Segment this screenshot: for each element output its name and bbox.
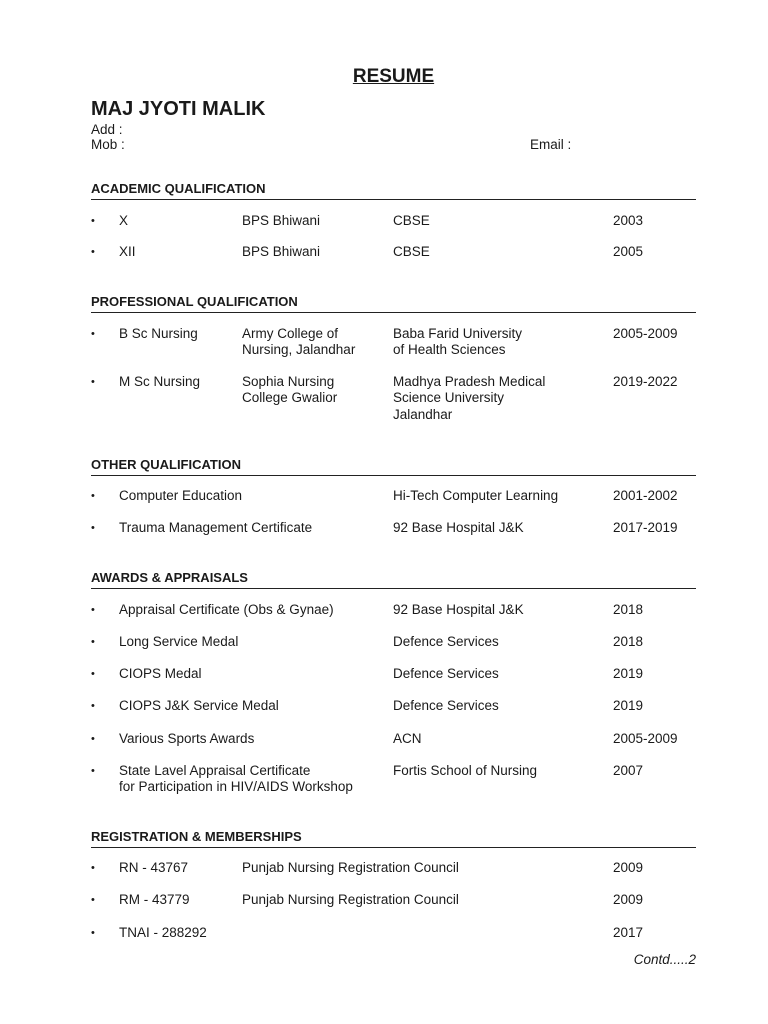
resume-title: RESUME xyxy=(352,66,435,87)
year: 2005-2009 xyxy=(613,731,678,746)
university: Madhya Pradesh Medical Science University Jalandhar xyxy=(393,374,546,422)
registration-heading: REGISTRATION & MEMBERSHIPS xyxy=(91,829,696,848)
issuer: Defence Services xyxy=(393,634,499,649)
email-label: Email : xyxy=(530,137,572,152)
qualification: XII xyxy=(119,244,136,259)
year: 2018 xyxy=(613,634,644,649)
year: 2017 xyxy=(613,925,644,940)
year: 2019 xyxy=(613,698,644,713)
issuer: Defence Services xyxy=(393,666,499,681)
award: Various Sports Awards xyxy=(119,731,255,746)
award: State Lavel Appraisal Certificate for Participation in HIV/AIDS Workshop xyxy=(119,763,353,795)
year: 2009 xyxy=(613,892,644,907)
institution: Army College of Nursing, Jalandhar xyxy=(242,326,356,358)
qualification: B Sc Nursing xyxy=(119,326,198,341)
academic-heading: ACADEMIC QUALIFICATION xyxy=(91,181,696,200)
qualification: M Sc Nursing xyxy=(119,374,201,389)
award: CIOPS Medal xyxy=(119,666,202,681)
resume-page xyxy=(91,0,696,1024)
address-label: Add : xyxy=(91,122,123,137)
bullet: • xyxy=(91,927,95,939)
university: Baba Farid University of Health Sciences xyxy=(393,326,523,358)
council: Punjab Nursing Registration Council xyxy=(242,860,459,875)
institution: BPS Bhiwani xyxy=(242,213,321,228)
council: Punjab Nursing Registration Council xyxy=(242,892,459,907)
board: CBSE xyxy=(393,213,430,228)
bullet: • xyxy=(91,668,95,680)
award: CIOPS J&K Service Medal xyxy=(119,698,279,713)
bullet: • xyxy=(91,328,95,340)
other-heading: OTHER QUALIFICATION xyxy=(91,457,696,476)
year: 2005 xyxy=(613,244,644,259)
qualification: Computer Education xyxy=(119,488,243,503)
bullet: • xyxy=(91,604,95,616)
bullet: • xyxy=(91,246,95,258)
institution: BPS Bhiwani xyxy=(242,244,321,259)
award: Long Service Medal xyxy=(119,634,239,649)
bullet: • xyxy=(91,862,95,874)
bullet: • xyxy=(91,765,95,777)
year: 2001-2002 xyxy=(613,488,678,503)
bullet: • xyxy=(91,733,95,745)
bullet: • xyxy=(91,636,95,648)
professional-heading: PROFESSIONAL QUALIFICATION xyxy=(91,294,696,313)
registration-number: RN - 43767 xyxy=(119,860,189,875)
institution: Hi-Tech Computer Learning xyxy=(393,488,559,503)
bullet: • xyxy=(91,522,95,534)
mobile-label: Mob : xyxy=(91,137,125,152)
registration-number: RM - 43779 xyxy=(119,892,190,907)
qualification: Trauma Management Certificate xyxy=(119,520,313,535)
year: 2017-2019 xyxy=(613,520,678,535)
bullet: • xyxy=(91,376,95,388)
issuer: Defence Services xyxy=(393,698,499,713)
year: 2019 xyxy=(613,666,644,681)
institution: Sophia Nursing College Gwalior xyxy=(242,374,338,406)
institution: 92 Base Hospital J&K xyxy=(393,520,524,535)
awards-heading: AWARDS & APPRAISALS xyxy=(91,570,696,589)
bullet: • xyxy=(91,700,95,712)
bullet: • xyxy=(91,894,95,906)
continued-note: Contd.....2 xyxy=(633,952,696,967)
board: CBSE xyxy=(393,244,430,259)
year: 2019-2022 xyxy=(613,374,678,389)
year: 2003 xyxy=(613,213,644,228)
qualification: X xyxy=(119,213,129,228)
issuer: ACN xyxy=(393,731,422,746)
candidate-name: MAJ JYOTI MALIK xyxy=(91,98,266,120)
year: 2009 xyxy=(613,860,644,875)
year: 2018 xyxy=(613,602,644,617)
award: Appraisal Certificate (Obs & Gynae) xyxy=(119,602,334,617)
bullet: • xyxy=(91,215,95,227)
year: 2007 xyxy=(613,763,644,778)
issuer: 92 Base Hospital J&K xyxy=(393,602,524,617)
issuer: Fortis School of Nursing xyxy=(393,763,538,778)
year: 2005-2009 xyxy=(613,326,678,341)
registration-number: TNAI - 288292 xyxy=(119,925,207,940)
bullet: • xyxy=(91,490,95,502)
